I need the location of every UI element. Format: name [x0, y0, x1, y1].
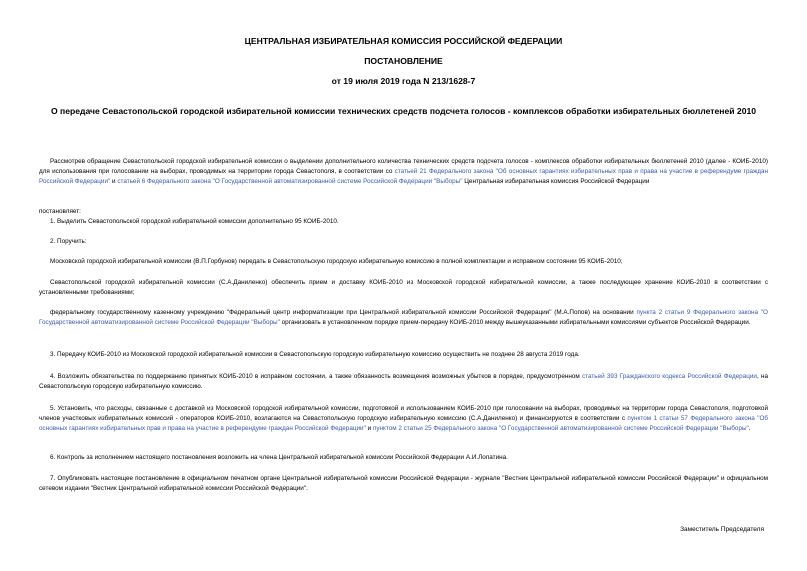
link-law-67fz-art57[interactable]: пунктом 1 статьи 57 Федерального закона "Об основных гарантиях избирательных прав и права на участие в референдуме граждан Российской Федерации" [39, 415, 769, 432]
item-2a: Московской городской избирательной комиссии (В.П.Горбунов) передать в Севастопольскую городскую избирательную комиссию в полной комплектации и исправном состоянии 95 КОИБ-2010; [50, 258, 623, 265]
link-law-gas-vybory-art6[interactable]: статьей 6 Федерального закона "О Государственной автоматизированной системе Российской Федерации "Выборы" [117, 178, 463, 185]
signature-title: Заместитель Председателя [680, 526, 764, 533]
item-2b: Севастопольской городской избирательной комиссии (С.А.Даниленко) обеспечить прием и доставку КОИБ-2010 из Московской городской избирательной комиссии, а также последующее хранение КОИБ-2010 в соответствии с установленными требованиями; [39, 279, 768, 296]
link-law-gas-vybory-art25[interactable]: пунктом 2 статьи 25 Федерального закона "О Государственной автоматизированной системе Российской Федерации "Выборы" [372, 425, 749, 432]
item-4: 4. Возложить обязательства по поддержанию принятых КОИБ-2010 в исправном состоянии, а также обязанность возмещения возможных убытков в порядке, предусмотренном статьей 393 Гражданского кодекса Российской Федерации, на Севастопольскую городскую избирательную комиссию. [39, 373, 768, 390]
item-1: 1. Выделить Севастопольской городской избирательной комиссии дополнительно 95 КОИБ-2010. [50, 218, 339, 225]
document-title: О передаче Севастопольской городской избирательной комиссии технических средств подсчета голосов - комплексов обработки избирательных бюллетеней 2010 [50, 106, 757, 116]
item-7: 7. Опубликовать настоящее постановление в официальном печатном органе Центральной избирательной комиссии Российской Федерации - журнале "Вестник Центральной избирательной комиссии Российской Федерации" и официальном сетевом издании "Вестник Центральной избирательной комиссии Российской Федерации". [39, 475, 768, 492]
intro-paragraph: Рассмотрев обращение Севастопольской городской избирательной комиссии о выделении дополнительного количества технических средств подсчета голосов - комплексов обработки избирательных бюллетеней 2010 (далее - КОИБ-2010) для использования при голосовании на выборах, проводимых на территории города Севастополя, в соответствии со статьей 21 Федерального закона "Об основных гарантиях избирательных прав и права на участие в референдуме граждан Российской Федерации" и статьей 6 Федерального закона "О Государственной автоматизированной системе Российской Федерации "Выборы" Центральная избирательная комиссия Российской Федерации [39, 158, 768, 185]
item-3: 3. Передачу КОИБ-2010 из Московской городской избирательной комиссии в Севастопольскую городскую избирательную комиссию осуществить не позднее 28 августа 2019 года. [50, 351, 580, 358]
item-5: 5. Установить, что расходы, связанные с доставкой из Московской городской избирательной комиссии, подготовкой и использованием КОИБ-2010 при голосовании на выборах, проводимых на территории города Севастополя, подготовкой членов участковых избирательных комиссий - операторов КОИБ-2010, возлагаются на Севастопольскую городскую избирательную комиссию (С.А.Даниленко) и финансируются в соответствии с пунктом 1 статьи 57 Федерального закона "Об основных гарантиях избирательных прав и права на участие в референдуме граждан Российской Федерации" и пунктом 2 статьи 25 Федерального закона "О Государственной автоматизированной системе Российской Федерации "Выборы". [39, 405, 769, 432]
issuing-authority: ЦЕНТРАЛЬНАЯ ИЗБИРАТЕЛЬНАЯ КОМИССИЯ РОССИЙСКОЙ ФЕДЕРАЦИИ [244, 36, 563, 46]
link-law-gas-vybory-art9[interactable]: пункта 2 статьи 9 Федерального закона "О Государственной автоматизированной системе Российской Федерации "Выборы" [39, 309, 768, 326]
document-type: ПОСТАНОВЛЕНИЕ [364, 56, 443, 66]
item-2: 2. Поручить: [50, 238, 87, 245]
decides-label: постановляет: [39, 208, 81, 215]
item-6: 6. Контроль за исполнением настоящего постановления возложить на члена Центральной избирательной комиссии Российской Федерации А.И.Лопатина. [50, 454, 508, 461]
link-civil-code-art393[interactable]: статьей 393 Гражданского кодекса Российской Федерации [581, 373, 757, 380]
item-2c: федеральному государственному казенному учреждению "Федеральный центр информатизации при Центральной избирательной комиссии Российской Федерации" (М.А.Попов) на основании пункта 2 статьи 9 Федерального закона "О Государственной автоматизированной системе Российской Федерации "Выборы" организовать в установленном порядке прием-передачу КОИБ-2010 между вышеуказанными избирательными комиссиями субъектов Российской Федерации. [39, 309, 768, 326]
link-law-67fz-art21[interactable]: статьей 21 Федерального закона "Об основных гарантиях избирательных прав и права на участие в референдуме граждан Российской Федерации" [39, 168, 768, 185]
date-number: от 19 июля 2019 года N 213/1628-7 [331, 76, 476, 86]
